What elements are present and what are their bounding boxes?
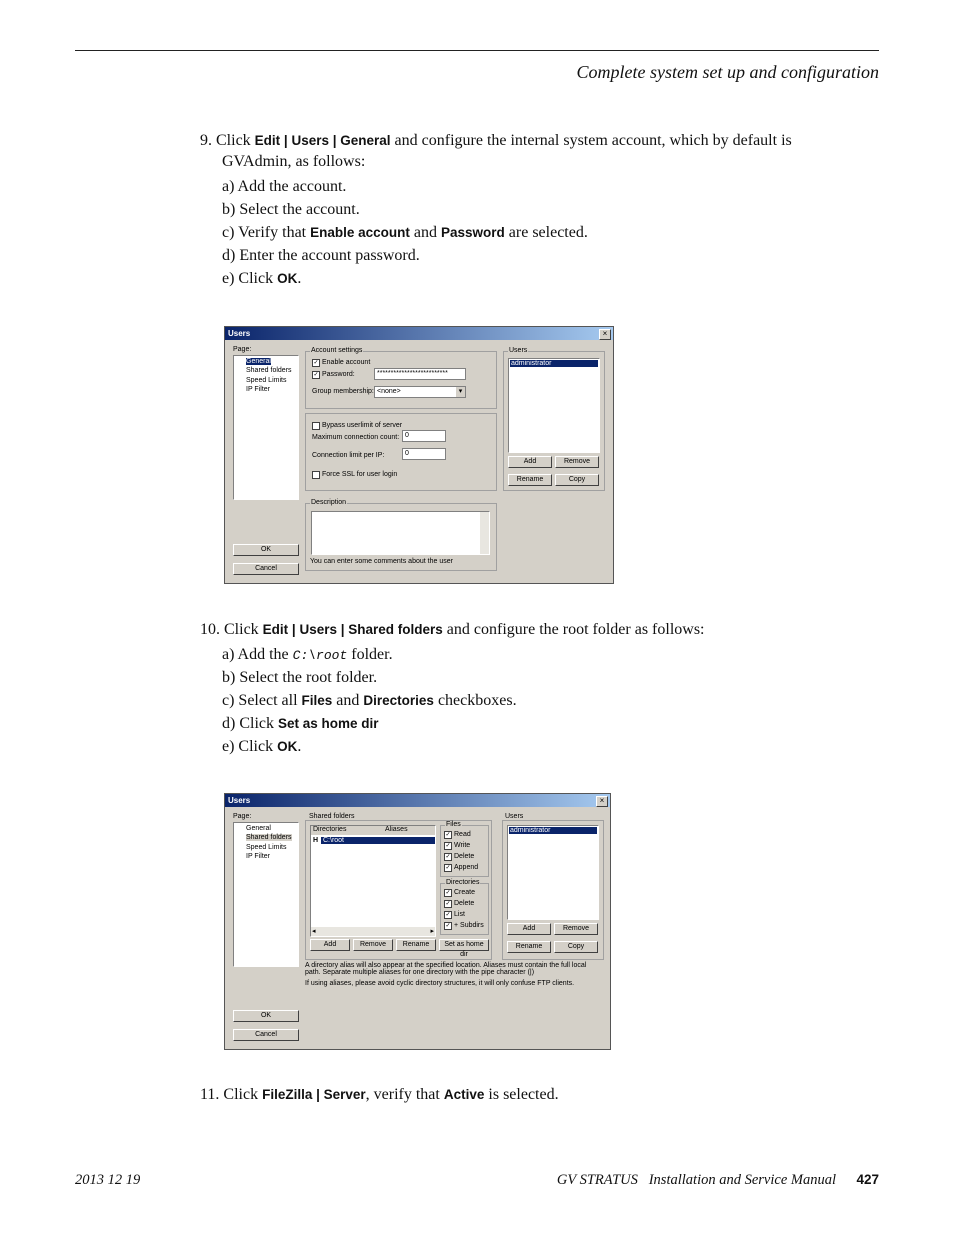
step-10e: e) Click OK. bbox=[222, 738, 302, 755]
add-user-button[interactable]: Add bbox=[508, 456, 552, 468]
copy-user-button[interactable]: Copy bbox=[555, 474, 599, 486]
user-item[interactable]: administrator bbox=[510, 360, 598, 367]
folder-row[interactable]: C:\root bbox=[321, 837, 435, 844]
tree-item-speed-limits[interactable]: Speed Limits bbox=[246, 377, 287, 384]
step-9c: c) Verify that Enable account and Password are selected. bbox=[222, 224, 588, 241]
step-10: 10. Click Edit | Users | Shared folders and configure the root folder as follows: bbox=[200, 621, 705, 638]
add-user-button[interactable]: Add bbox=[507, 923, 551, 935]
rename-user-button[interactable]: Rename bbox=[508, 474, 552, 486]
subdirs-checkbox[interactable]: ✓ bbox=[445, 923, 451, 929]
set-home-dir-button[interactable]: Set as home dir bbox=[439, 939, 489, 951]
tree-item-shared-folders[interactable]: Shared folders bbox=[246, 367, 292, 374]
users-list bbox=[508, 358, 600, 453]
step-9a: a) Add the account. bbox=[222, 178, 347, 195]
step-10b: b) Select the root folder. bbox=[222, 669, 378, 686]
step-11: 11. Click FileZilla | Server, verify that Active is selected. bbox=[200, 1086, 559, 1103]
create-checkbox[interactable]: ✓ bbox=[445, 890, 451, 896]
ok-button[interactable]: OK bbox=[233, 1010, 299, 1022]
step-10c: c) Select all Files and Directories checkboxes. bbox=[222, 692, 517, 709]
step-9-line2: GVAdmin, as follows: bbox=[222, 153, 366, 170]
tree-item-general[interactable]: General bbox=[246, 825, 271, 832]
scrollbar[interactable] bbox=[480, 512, 489, 554]
tree-item-general[interactable]: General bbox=[246, 358, 271, 365]
ok-button[interactable]: OK bbox=[233, 544, 299, 556]
footer-date: 2013 12 19 bbox=[75, 1172, 141, 1188]
account-settings-group: Account settings ✓ Enable account ✓ Password: ************************** Group membership: <none> ▾ bbox=[305, 351, 497, 409]
tree-item-speed-limits[interactable]: Speed Limits bbox=[246, 844, 287, 851]
max-connection-input[interactable]: 0 bbox=[402, 430, 446, 442]
folders-list bbox=[310, 825, 436, 937]
shared-folders-group bbox=[305, 820, 492, 960]
alias-note-1: A directory alias will also appear at the specified location. Aliases must contain the full local bbox=[305, 962, 587, 969]
group-membership-select[interactable]: <none> ▾ bbox=[374, 386, 466, 398]
step-number: 11. bbox=[200, 1086, 220, 1103]
read-checkbox[interactable]: ✓ bbox=[445, 832, 451, 838]
page-tree bbox=[233, 355, 299, 500]
bypass-checkbox[interactable] bbox=[312, 422, 320, 430]
connection-limit-input[interactable]: 0 bbox=[402, 448, 446, 460]
section-title: Complete system set up and configuration bbox=[576, 62, 879, 82]
home-flag: H bbox=[313, 837, 319, 844]
title-bar: Users bbox=[225, 794, 610, 807]
page-number: 427 bbox=[856, 1172, 879, 1187]
password-checkbox[interactable]: ✓ bbox=[313, 372, 319, 378]
shared-folders-label: Shared folders bbox=[309, 813, 355, 820]
close-button[interactable]: × bbox=[599, 329, 611, 340]
arrow-right-icon: ▸ bbox=[430, 928, 434, 935]
users-dialog-shared-folders bbox=[224, 793, 611, 1050]
user-item[interactable]: administrator bbox=[509, 827, 597, 834]
copy-user-button[interactable]: Copy bbox=[554, 941, 598, 953]
description-textarea[interactable] bbox=[311, 511, 490, 555]
cancel-button[interactable]: Cancel bbox=[233, 563, 299, 575]
close-button[interactable]: × bbox=[596, 796, 608, 807]
tree-item-ip-filter[interactable]: IP Filter bbox=[246, 386, 270, 393]
alias-note-2: path. Separate multiple aliases for one directory with the pipe character (|) bbox=[305, 969, 535, 976]
step-number: 9. bbox=[200, 132, 212, 149]
rename-user-button[interactable]: Rename bbox=[507, 941, 551, 953]
delete-dir-checkbox[interactable]: ✓ bbox=[445, 901, 451, 907]
page-label: Page: bbox=[233, 346, 252, 353]
tree-item-ip-filter[interactable]: IP Filter bbox=[246, 853, 270, 860]
horizontal-scrollbar[interactable] bbox=[311, 927, 435, 936]
remove-user-button[interactable]: Remove bbox=[555, 456, 599, 468]
users-group: Users administrator Add Remove Rename Copy bbox=[503, 351, 605, 491]
step-10d: d) Click Set as home dir bbox=[222, 715, 379, 732]
write-checkbox[interactable]: ✓ bbox=[445, 843, 451, 849]
menu-path: Edit | Users | Shared folders bbox=[262, 622, 443, 637]
footer-manual-title: GV STRATUS Installation and Service Manual bbox=[556, 1172, 836, 1188]
alias-note-3: If using aliases, please avoid cyclic directory structures, it will only confuse FTP clients. bbox=[305, 980, 575, 987]
header-rule bbox=[75, 50, 879, 51]
users-list bbox=[507, 825, 599, 920]
rename-folder-button[interactable]: Rename bbox=[396, 939, 436, 951]
password-field[interactable]: ************************** bbox=[374, 368, 466, 380]
enable-account-checkbox[interactable]: ✓ bbox=[313, 360, 319, 366]
step-9e: e) Click OK. bbox=[222, 270, 302, 287]
users-group bbox=[502, 820, 604, 960]
step-number: 10. bbox=[200, 621, 220, 638]
remove-folder-button[interactable]: Remove bbox=[353, 939, 393, 951]
force-ssl-checkbox[interactable] bbox=[312, 471, 320, 479]
connection-limits-group: Bypass userlimit of server Maximum connection count: 0 Connection limit per IP: 0 Force SSL for user login bbox=[305, 413, 497, 491]
menu-path: FileZilla | Server bbox=[262, 1087, 366, 1102]
arrow-left-icon: ◂ bbox=[312, 928, 316, 935]
page-tree bbox=[233, 822, 299, 967]
step-10a: a) Add the C:\root folder. bbox=[222, 646, 393, 663]
menu-path: Edit | Users | General bbox=[254, 133, 391, 148]
remove-user-button[interactable]: Remove bbox=[554, 923, 598, 935]
col-aliases[interactable]: Aliases bbox=[383, 826, 435, 835]
list-checkbox[interactable]: ✓ bbox=[445, 912, 451, 918]
directories-group: Directories ✓ Create ✓ Delete ✓ List ✓ + Subdirs bbox=[440, 883, 489, 935]
tree-item-shared-folders[interactable]: Shared folders bbox=[246, 834, 292, 841]
step-9d: d) Enter the account password. bbox=[222, 247, 420, 264]
append-checkbox[interactable]: ✓ bbox=[445, 865, 451, 871]
step-9: 9. Click Edit | Users | General and configure the internal system account, which by default is bbox=[200, 132, 792, 149]
cancel-button[interactable]: Cancel bbox=[233, 1029, 299, 1041]
chevron-down-icon: ▾ bbox=[456, 387, 465, 397]
step-9b: b) Select the account. bbox=[222, 201, 360, 218]
delete-file-checkbox[interactable]: ✓ bbox=[445, 854, 451, 860]
users-label: Users bbox=[505, 813, 524, 820]
page-label: Page: bbox=[233, 813, 252, 820]
col-directories[interactable]: Directories bbox=[311, 826, 384, 835]
description-group: Description You can enter some comments about the user bbox=[305, 503, 497, 571]
add-folder-button[interactable]: Add bbox=[310, 939, 350, 951]
files-group: Files ✓ Read ✓ Write ✓ Delete ✓ Append bbox=[440, 825, 489, 877]
title-bar: Users bbox=[225, 327, 613, 340]
users-dialog-general bbox=[224, 326, 614, 584]
